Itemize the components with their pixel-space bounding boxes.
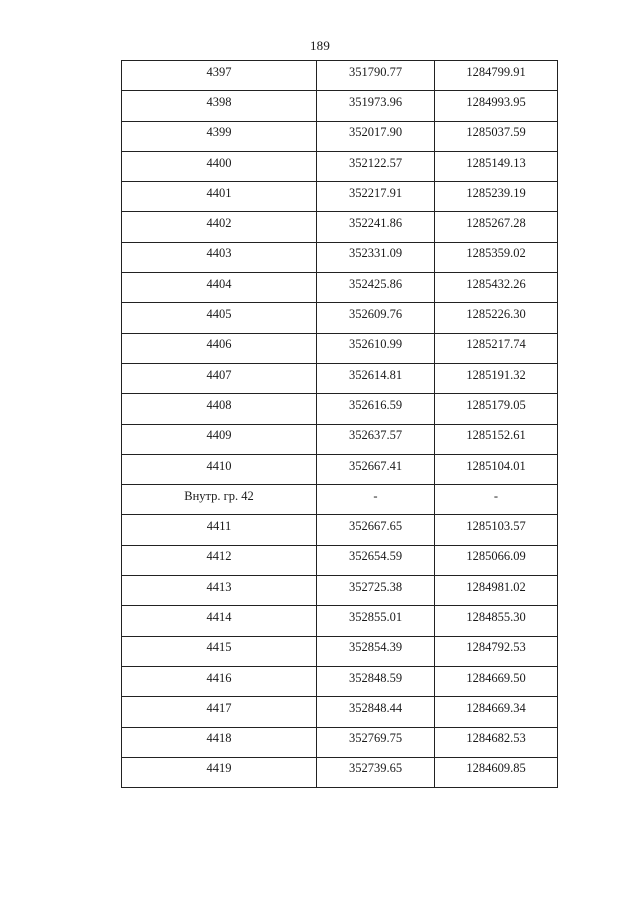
table-row xyxy=(122,636,558,666)
y-coordinate-cell: 1285149.13 xyxy=(435,151,558,181)
y-coordinate-cell: 1284799.91 xyxy=(435,61,558,91)
table-row xyxy=(122,151,558,181)
point-id-cell: 4410 xyxy=(122,454,317,484)
point-id-cell: 4401 xyxy=(122,182,317,212)
x-coordinate-cell: 352017.90 xyxy=(317,121,435,151)
x-coordinate-cell: - xyxy=(317,485,435,515)
x-coordinate-cell: 352667.65 xyxy=(317,515,435,545)
table-row xyxy=(122,697,558,727)
y-coordinate-cell: 1284609.85 xyxy=(435,757,558,787)
table-row xyxy=(122,545,558,575)
y-coordinate-cell: 1284669.50 xyxy=(435,666,558,696)
y-coordinate-cell: - xyxy=(435,485,558,515)
table-row xyxy=(122,121,558,151)
x-coordinate-cell: 352614.81 xyxy=(317,363,435,393)
point-id-cell: 4400 xyxy=(122,151,317,181)
y-coordinate-cell: 1284993.95 xyxy=(435,91,558,121)
x-coordinate-cell: 352637.57 xyxy=(317,424,435,454)
table-row xyxy=(122,182,558,212)
table-row xyxy=(122,666,558,696)
y-coordinate-cell: 1285103.57 xyxy=(435,515,558,545)
coordinates-table-body xyxy=(122,61,558,788)
y-coordinate-cell: 1284855.30 xyxy=(435,606,558,636)
point-id-cell: 4406 xyxy=(122,333,317,363)
page-number: 189 xyxy=(309,38,331,53)
table-row xyxy=(122,333,558,363)
y-coordinate-cell: 1285226.30 xyxy=(435,303,558,333)
x-coordinate-cell: 351790.77 xyxy=(317,61,435,91)
point-id-cell: 4418 xyxy=(122,727,317,757)
point-id-cell: 4417 xyxy=(122,697,317,727)
table-row xyxy=(122,242,558,272)
point-id-cell: 4411 xyxy=(122,515,317,545)
x-coordinate-cell: 352610.99 xyxy=(317,333,435,363)
table-row xyxy=(122,273,558,303)
y-coordinate-cell: 1285359.02 xyxy=(435,242,558,272)
table-row xyxy=(122,394,558,424)
x-coordinate-cell: 351973.96 xyxy=(317,91,435,121)
table-row xyxy=(122,454,558,484)
point-id-cell: 4408 xyxy=(122,394,317,424)
point-id-cell: 4403 xyxy=(122,242,317,272)
y-coordinate-cell: 1284669.34 xyxy=(435,697,558,727)
x-coordinate-cell: 352854.39 xyxy=(317,636,435,666)
y-coordinate-cell: 1284682.53 xyxy=(435,727,558,757)
point-id-cell: 4415 xyxy=(122,636,317,666)
table-row xyxy=(122,485,558,515)
table-row xyxy=(122,61,558,91)
x-coordinate-cell: 352848.44 xyxy=(317,697,435,727)
x-coordinate-cell: 352331.09 xyxy=(317,242,435,272)
point-id-cell: 4407 xyxy=(122,363,317,393)
y-coordinate-cell: 1285432.26 xyxy=(435,273,558,303)
y-coordinate-cell: 1285239.19 xyxy=(435,182,558,212)
y-coordinate-cell: 1285104.01 xyxy=(435,454,558,484)
x-coordinate-cell: 352667.41 xyxy=(317,454,435,484)
table-row xyxy=(122,363,558,393)
y-coordinate-cell: 1285179.05 xyxy=(435,394,558,424)
y-coordinate-cell: 1285191.32 xyxy=(435,363,558,393)
point-id-cell: 4416 xyxy=(122,666,317,696)
table-row xyxy=(122,424,558,454)
table-row xyxy=(122,576,558,606)
table-row xyxy=(122,212,558,242)
point-id-cell: 4398 xyxy=(122,91,317,121)
y-coordinate-cell: 1285152.61 xyxy=(435,424,558,454)
point-id-cell: 4405 xyxy=(122,303,317,333)
table-row xyxy=(122,515,558,545)
point-id-cell: 4419 xyxy=(122,757,317,787)
table-row xyxy=(122,727,558,757)
point-id-cell: 4413 xyxy=(122,576,317,606)
x-coordinate-cell: 352425.86 xyxy=(317,273,435,303)
point-id-cell: Внутр. гр. 42 xyxy=(122,485,317,515)
x-coordinate-cell: 352769.75 xyxy=(317,727,435,757)
coordinates-table xyxy=(121,60,558,788)
table-row xyxy=(122,303,558,333)
x-coordinate-cell: 352217.91 xyxy=(317,182,435,212)
y-coordinate-cell: 1285217.74 xyxy=(435,333,558,363)
y-coordinate-cell: 1285037.59 xyxy=(435,121,558,151)
point-id-cell: 4399 xyxy=(122,121,317,151)
point-id-cell: 4412 xyxy=(122,545,317,575)
x-coordinate-cell: 352848.59 xyxy=(317,666,435,696)
x-coordinate-cell: 352855.01 xyxy=(317,606,435,636)
x-coordinate-cell: 352122.57 xyxy=(317,151,435,181)
y-coordinate-cell: 1285066.09 xyxy=(435,545,558,575)
x-coordinate-cell: 352654.59 xyxy=(317,545,435,575)
y-coordinate-cell: 1284981.02 xyxy=(435,576,558,606)
point-id-cell: 4404 xyxy=(122,273,317,303)
table-row xyxy=(122,757,558,787)
x-coordinate-cell: 352609.76 xyxy=(317,303,435,333)
x-coordinate-cell: 352725.38 xyxy=(317,576,435,606)
table-row xyxy=(122,606,558,636)
y-coordinate-cell: 1285267.28 xyxy=(435,212,558,242)
y-coordinate-cell: 1284792.53 xyxy=(435,636,558,666)
x-coordinate-cell: 352241.86 xyxy=(317,212,435,242)
point-id-cell: 4402 xyxy=(122,212,317,242)
x-coordinate-cell: 352616.59 xyxy=(317,394,435,424)
x-coordinate-cell: 352739.65 xyxy=(317,757,435,787)
point-id-cell: 4414 xyxy=(122,606,317,636)
table-row xyxy=(122,91,558,121)
point-id-cell: 4409 xyxy=(122,424,317,454)
point-id-cell: 4397 xyxy=(122,61,317,91)
